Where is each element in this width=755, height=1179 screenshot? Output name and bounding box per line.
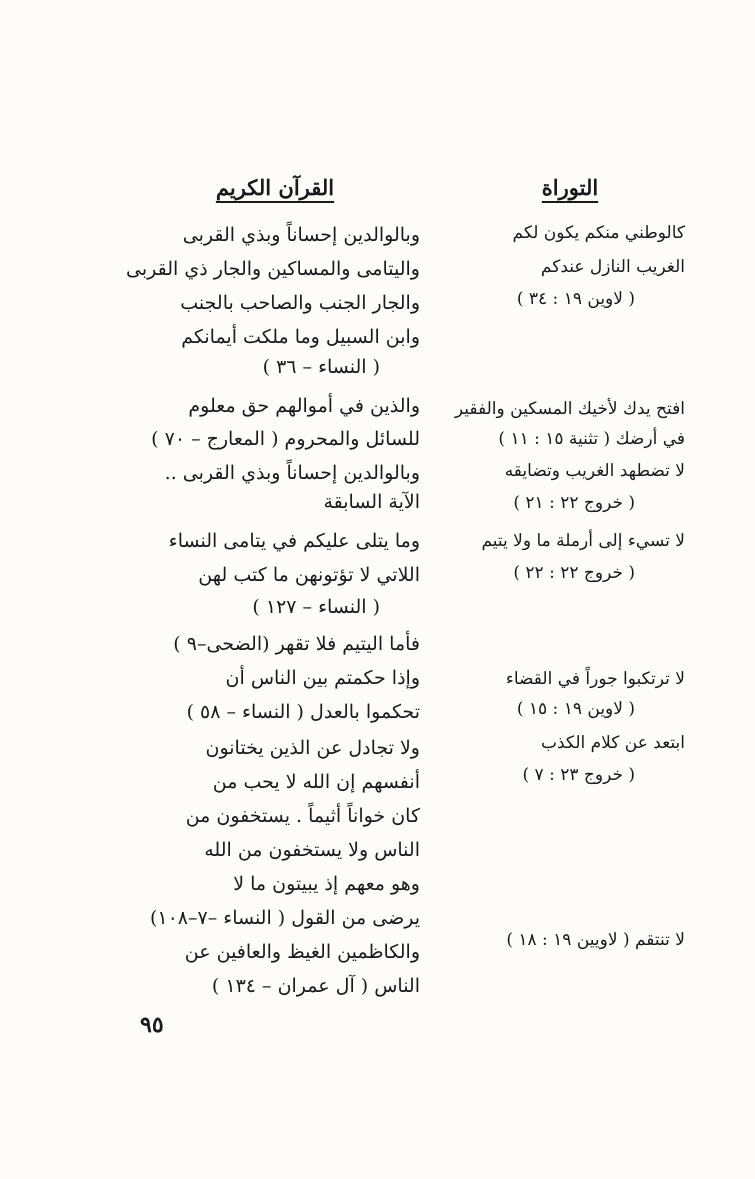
quran-line: وابن السبيل وما ملكت أيمانكم xyxy=(181,326,420,348)
quran-line: فأما اليتيم فلا تقهر (الضحى–٩ ) xyxy=(173,633,420,655)
torah-line: كالوطني منكم يكون لكم xyxy=(512,223,685,243)
quran-line: الناس ( آل عمران – ١٣٤ ) xyxy=(211,975,420,997)
quran-line: وهو معهم إذ يبيتون ما لا xyxy=(233,873,420,895)
page-number: ٩٥ xyxy=(140,1012,164,1038)
quran-line: الآية السابقة xyxy=(323,491,420,513)
torah-line: في أرضك ( تثنية ١٥ : ١١ ) xyxy=(498,429,685,449)
quran-line: يرضى من القول ( النساء –٧–١٠٨) xyxy=(149,907,420,929)
quran-line: وبالوالدين إحساناً وبذي القربى xyxy=(182,224,420,246)
quran-line: تحكموا بالعدل ( النساء – ٥٨ ) xyxy=(186,701,420,723)
quran-line: أنفسهم إن الله لا يحب من xyxy=(212,771,420,793)
torah-line: افتح يدك لأخيك المسكين والفقير xyxy=(454,399,685,419)
quran-heading: القرآن الكريم xyxy=(215,175,335,200)
quran-reference: ( النساء – ١٢٧ ) xyxy=(252,596,380,618)
quran-line: وما يتلى عليكم في يتامى النساء xyxy=(168,530,420,552)
quran-line: وإذا حكمتم بين الناس أن xyxy=(225,667,420,689)
quran-reference: ( النساء – ٣٦ ) xyxy=(262,356,380,378)
quran-line: ولا تجادل عن الذين يختانون xyxy=(205,737,420,759)
torah-reference: ( لاوين ١٩ : ٣٤ ) xyxy=(516,289,635,309)
quran-line: اللاتي لا تؤتونهن ما كتب لهن xyxy=(198,564,420,586)
torah-reference: ( خروج ٢٣ : ٧ ) xyxy=(522,765,635,785)
quran-line: واليتامى والمساكين والجار ذي القربى xyxy=(126,258,420,280)
quran-line: والذين في أموالهم حق معلوم xyxy=(188,395,420,417)
torah-reference: ( لاوين ١٩ : ١٥ ) xyxy=(516,699,635,719)
quran-line: الناس ولا يستخفون من الله xyxy=(204,839,420,861)
torah-line: الغريب النازل عندكم xyxy=(540,257,685,277)
quran-line: للسائل والمحروم ( المعارج – ٧٠ ) xyxy=(151,428,420,450)
torah-column xyxy=(454,170,685,950)
quran-line: وبالوالدين إحساناً وبذي القربى .. xyxy=(164,462,420,484)
quran-line: والكاظمين الغيظ والعافين عن xyxy=(184,941,420,963)
quran-line: والجار الجنب والصاحب بالجنب xyxy=(180,292,420,314)
torah-heading: التوراة xyxy=(541,175,599,200)
quran-column xyxy=(126,170,420,997)
torah-reference: ( خروج ٢٢ : ٢١ ) xyxy=(513,493,635,513)
torah-line: لا ترتكبوا جوراً في القضاء xyxy=(505,669,685,689)
torah-reference: ( خروج ٢٢ : ٢٢ ) xyxy=(513,563,635,583)
torah-line: لا تضطهد الغريب وتضايقه xyxy=(504,461,685,481)
quran-line: كان خواناً أثيماً . يستخفون من xyxy=(185,805,420,827)
torah-line: ابتعد عن كلام الكذب xyxy=(541,733,685,753)
torah-line: لا تسيء إلى أرملة ما ولا يتيم xyxy=(481,531,685,551)
torah-line: لا تنتقم ( لاويين ١٩ : ١٨ ) xyxy=(506,930,685,950)
